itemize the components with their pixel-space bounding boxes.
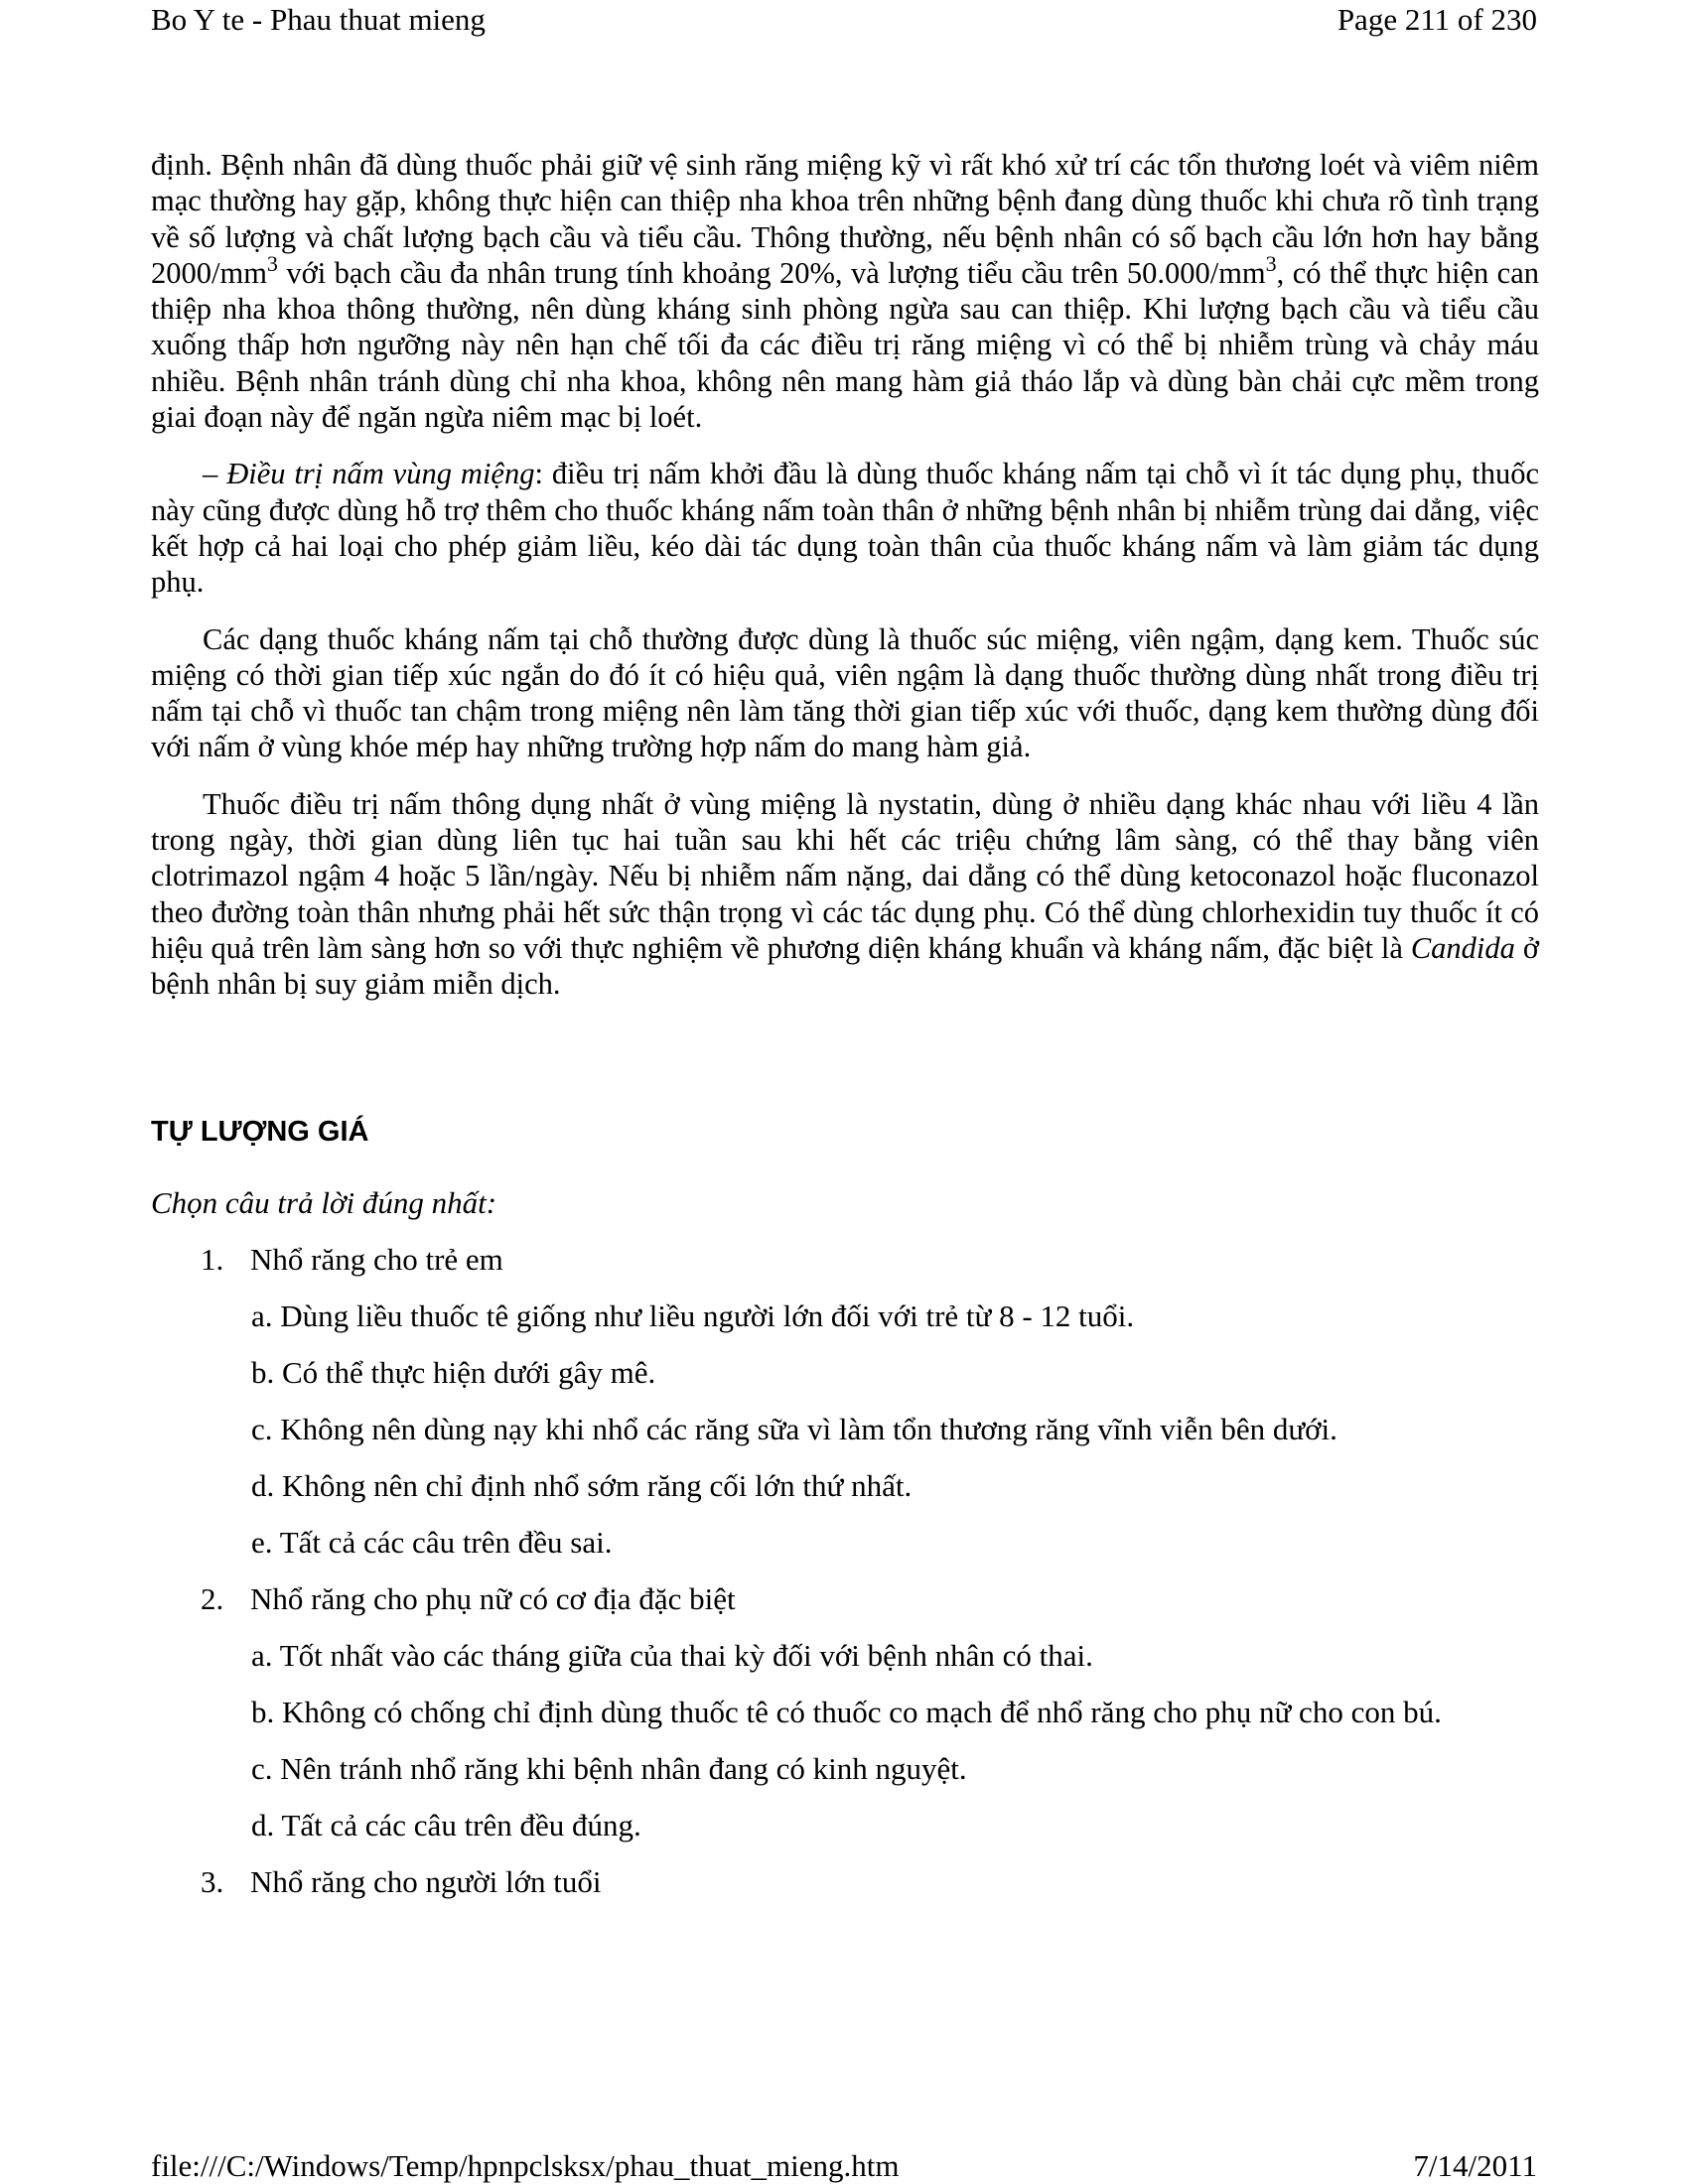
q2-option-b: b. Không có chống chỉ định dùng thuốc tê có thuốc co mạch để nhổ răng cho phụ nữ cho con bú. (251, 1694, 1442, 1729)
footer-file-path: file:///C:/Windows/Temp/hpnpclsksx/phau_thuat_mieng.htm (151, 2148, 900, 2183)
q1-option-e: e. Tất cả các câu trên đều sai. (251, 1524, 613, 1560)
question-number: 3. (201, 1863, 224, 1899)
header-title: Bo Y te - Phau thuat mieng (151, 2, 486, 37)
question-text: Nhổ răng cho trẻ em (250, 1241, 503, 1277)
superscript-3: 3 (1265, 250, 1277, 276)
paragraph-blood-counts (151, 147, 1539, 435)
paragraph-topical-forms: Các dạng thuốc kháng nấm tại chỗ thường được dùng là thuốc súc miệng, viên ngậm, dạng kem. Thuốc súc miệng có thời gian tiếp xúc ngắn do đó ít có hiệu quả, viên ngậm là dạng thuốc thường dùng nhất trong điều trị nấm tại chỗ vì thuốc tan chậm trong miệng nên làm tăng thời gian tiếp xúc với thuốc, dạng kem thường dùng đối với nấm ở vùng khóe mép hay những trường hợp nấm do mang hàm giả. (151, 621, 1539, 764)
superscript-3: 3 (266, 250, 278, 276)
question-text: Nhổ răng cho phụ nữ có cơ địa đặc biệt (250, 1580, 736, 1616)
paragraph-antifungal-treatment (151, 456, 1539, 600)
p1-text-c: , có thể thực hiện can thiệp nha khoa thông thường, nên dùng kháng sinh phòng ngừa sau can thiệp. Khi lượng bạch cầu và tiểu cầu xuống thấp hơn ngưỡng này nên hạn chế tối đa các điều trị răng miệng vì có thể bị nhiễm trùng và chảy máu nhiều. Bệnh nhân tránh dùng chỉ nha khoa, không nên mang hàm giả tháo lắp và dùng bàn chải cực mềm trong giai đoạn này để ngăn ngừa niêm mạc bị loét. (151, 255, 1539, 435)
p4-text-b: ở bệnh nhân bị suy giảm miễn dịch. (151, 930, 1539, 1002)
question-number: 2. (201, 1580, 224, 1616)
question-1 (201, 1242, 1539, 1278)
question-text: Nhổ răng cho người lớn tuổi (250, 1863, 602, 1899)
section-title-self-assessment: TỰ LƯỢNG GIÁ (151, 1115, 369, 1148)
q1-option-d: d. Không nên chỉ định nhổ sớm răng cối lớn thứ nhất. (251, 1467, 913, 1503)
question-number: 1. (201, 1241, 224, 1277)
question-2 (201, 1581, 1539, 1617)
p1-text-b: với bạch cầu đa nhân trung tính khoảng 20%, và lượng tiểu cầu trên 50.000/mm (277, 255, 1266, 290)
q2-option-d: d. Tất cả các câu trên đều đúng. (251, 1807, 641, 1843)
q1-option-c: c. Không nên dùng nạy khi nhổ các răng sữa vì làm tổn thương răng vĩnh viễn bên dưới. (251, 1411, 1337, 1446)
header-page-number: Page 211 of 230 (1336, 2, 1537, 37)
quiz-instruction: Chọn câu trả lời đúng nhất: (151, 1184, 497, 1220)
p2-italic-heading: – Điều trị nấm vùng miệng (203, 457, 535, 491)
q2-option-a: a. Tốt nhất vào các tháng giữa của thai kỳ đối với bệnh nhân có thai. (251, 1637, 1093, 1673)
footer-date: 7/14/2011 (1413, 2148, 1537, 2183)
p1-text-a: định. Bệnh nhân đã dùng thuốc phải giữ vệ sinh răng miệng kỹ vì rất khó xử trí các tổn thương loét và viêm niêm mạc thường hay gặp, không thực hiện can thiệp nha khoa trên những bệnh đang dùng thuốc khi chưa rõ tình trạng về số lượng và chất lượng bạch cầu và tiểu cầu. Thông thường, nếu bệnh nhân có số bạch cầu lớn hơn hay bằng 2000/mm (151, 148, 1539, 290)
question-3 (201, 1864, 1539, 1900)
p4-text-a: Thuốc điều trị nấm thông dụng nhất ở vùng miệng là nystatin, dùng ở nhiều dạng khác nhau với liều 4 lần trong ngày, thời gian dùng liên tục hai tuần sau khi hết các triệu chứng lâm sàng, có thể thay bằng viên clotrimazol ngậm 4 hoặc 5 lần/ngày. Nếu bị nhiễm nấm nặng, dai dẳng có thể dùng ketoconazol hoặc fluconazol theo đường toàn thân nhưng phải hết sức thận trọng vì các tác dụng phụ. Có thể dùng chlorhexidin tuy thuốc ít có hiệu quả trên làm sàng hơn so với thực nghiệm về phương diện kháng khuẩn và kháng nấm, đặc biệt là (151, 786, 1539, 965)
q2-option-c: c. Nên tránh nhổ răng khi bệnh nhân đang có kinh nguyệt. (251, 1750, 967, 1786)
q1-option-a: a. Dùng liều thuốc tê giống như liều người lớn đối với trẻ từ 8 - 12 tuổi. (251, 1297, 1135, 1333)
p2-text: : điều trị nấm khởi đầu là dùng thuốc kháng nấm tại chỗ vì ít tác dụng phụ, thuốc này cũng được dùng hỗ trợ thêm cho thuốc kháng nấm toàn thân ở những bệnh nhân bị nhiễm trùng dai dẳng, việc kết hợp cả hai loại cho phép giảm liều, kéo dài tác dụng toàn thân của thuốc kháng nấm và làm giảm tác dụng phụ. (151, 457, 1539, 600)
paragraph-nystatin (151, 786, 1539, 1003)
page-content (151, 147, 1539, 1900)
p4-italic-candida: Candida (1410, 930, 1515, 965)
q1-option-b: b. Có thể thực hiện dưới gây mê. (251, 1354, 656, 1390)
